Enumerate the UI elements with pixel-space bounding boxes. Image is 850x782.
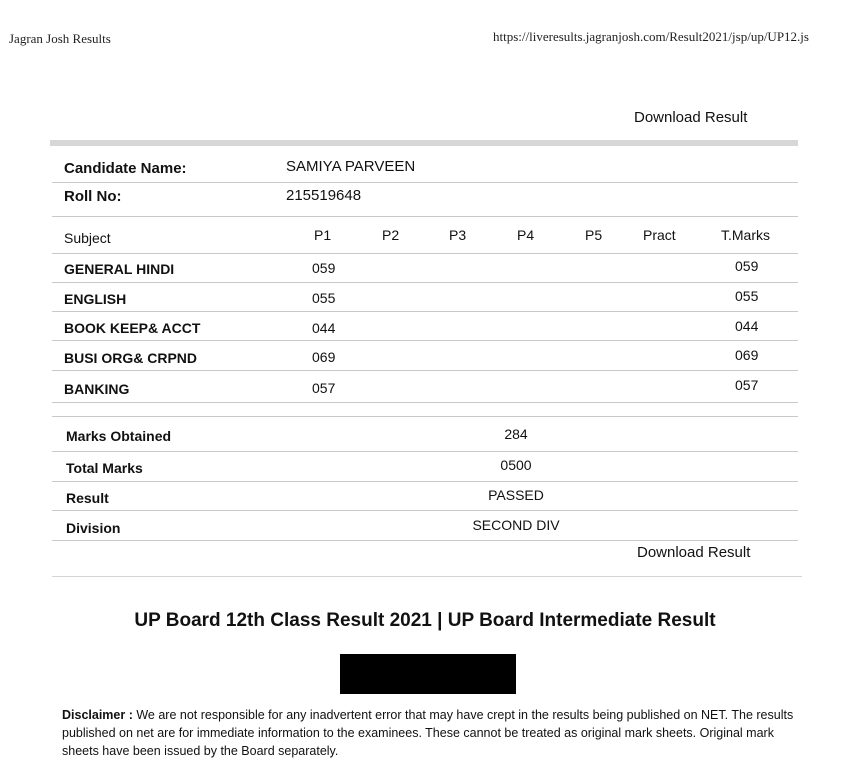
subject-total: 044 bbox=[735, 318, 759, 334]
col-header-p5: P5 bbox=[585, 227, 603, 243]
bottom-title: UP Board 12th Class Result 2021 | UP Board Intermediate Result bbox=[134, 610, 716, 631]
disclaimer bbox=[62, 706, 802, 760]
divider bbox=[52, 451, 798, 452]
divider bbox=[52, 402, 798, 403]
divider bbox=[52, 416, 798, 417]
disclaimer-text: We are not responsible for any inadvertent error that may have crept in the results being published on NET. The results published on net are for immediate information to the examinees. These cannot be treated as original mark sheets. Original mark sheets have been issued by the Board separately. bbox=[62, 708, 794, 758]
division-label: Division bbox=[66, 520, 121, 536]
subject-p1: 055 bbox=[312, 290, 336, 306]
subject-p1: 059 bbox=[312, 260, 336, 276]
divider bbox=[52, 182, 798, 183]
subject-p1: 057 bbox=[312, 380, 336, 396]
subject-name: BANKING bbox=[64, 381, 130, 397]
divider bbox=[52, 253, 798, 254]
total-marks-value: 0500 bbox=[500, 457, 532, 473]
col-header-p2: P2 bbox=[382, 227, 400, 243]
col-header-p4: P4 bbox=[517, 227, 535, 243]
divider bbox=[52, 576, 802, 577]
marks-obtained-value: 284 bbox=[504, 426, 528, 442]
total-marks-label: Total Marks bbox=[66, 460, 143, 476]
subject-p1: 069 bbox=[312, 349, 336, 365]
page-url: https://liveresults.jagranjosh.com/Result2021/jsp/up/UP12.js bbox=[493, 29, 809, 44]
divider bbox=[52, 216, 798, 217]
subject-name: BOOK KEEP& ACCT bbox=[64, 320, 201, 336]
marks-obtained-label: Marks Obtained bbox=[66, 428, 172, 444]
subject-name: ENGLISH bbox=[64, 291, 127, 307]
subject-p1: 044 bbox=[312, 320, 336, 336]
subject-total: 069 bbox=[735, 347, 759, 363]
roll-no-value: 215519648 bbox=[286, 187, 362, 204]
divider bbox=[52, 311, 798, 312]
col-header-p3: P3 bbox=[449, 227, 467, 243]
col-header-tmarks: T.Marks bbox=[721, 227, 770, 243]
redacted-box bbox=[340, 654, 516, 694]
subject-total: 057 bbox=[735, 377, 759, 393]
col-header-subject: Subject bbox=[64, 230, 111, 246]
disclaimer-label: Disclaimer : bbox=[62, 708, 133, 722]
candidate-name-label: Candidate Name: bbox=[64, 160, 187, 177]
divider bbox=[52, 282, 798, 283]
subject-name: BUSI ORG& CRPND bbox=[64, 350, 198, 366]
col-header-pract: Pract bbox=[643, 227, 676, 243]
result-header-bar bbox=[50, 140, 798, 146]
roll-no-label: Roll No: bbox=[64, 188, 122, 205]
subject-name: GENERAL HINDI bbox=[64, 261, 175, 277]
divider bbox=[52, 481, 798, 482]
divider bbox=[52, 540, 798, 541]
divider bbox=[52, 340, 798, 341]
source-label: Jagran Josh Results bbox=[9, 31, 111, 46]
download-result-link-bottom[interactable]: Download Result bbox=[637, 544, 751, 561]
download-result-link-top[interactable]: Download Result bbox=[634, 109, 748, 126]
result-label: Result bbox=[66, 490, 109, 506]
col-header-p1: P1 bbox=[314, 227, 332, 243]
subject-total: 055 bbox=[735, 288, 759, 304]
divider bbox=[52, 370, 798, 371]
subject-total: 059 bbox=[735, 258, 759, 274]
divider bbox=[52, 510, 798, 511]
division-value: SECOND DIV bbox=[472, 517, 560, 533]
result-value: PASSED bbox=[488, 487, 544, 503]
candidate-name-value: SAMIYA PARVEEN bbox=[286, 158, 416, 175]
